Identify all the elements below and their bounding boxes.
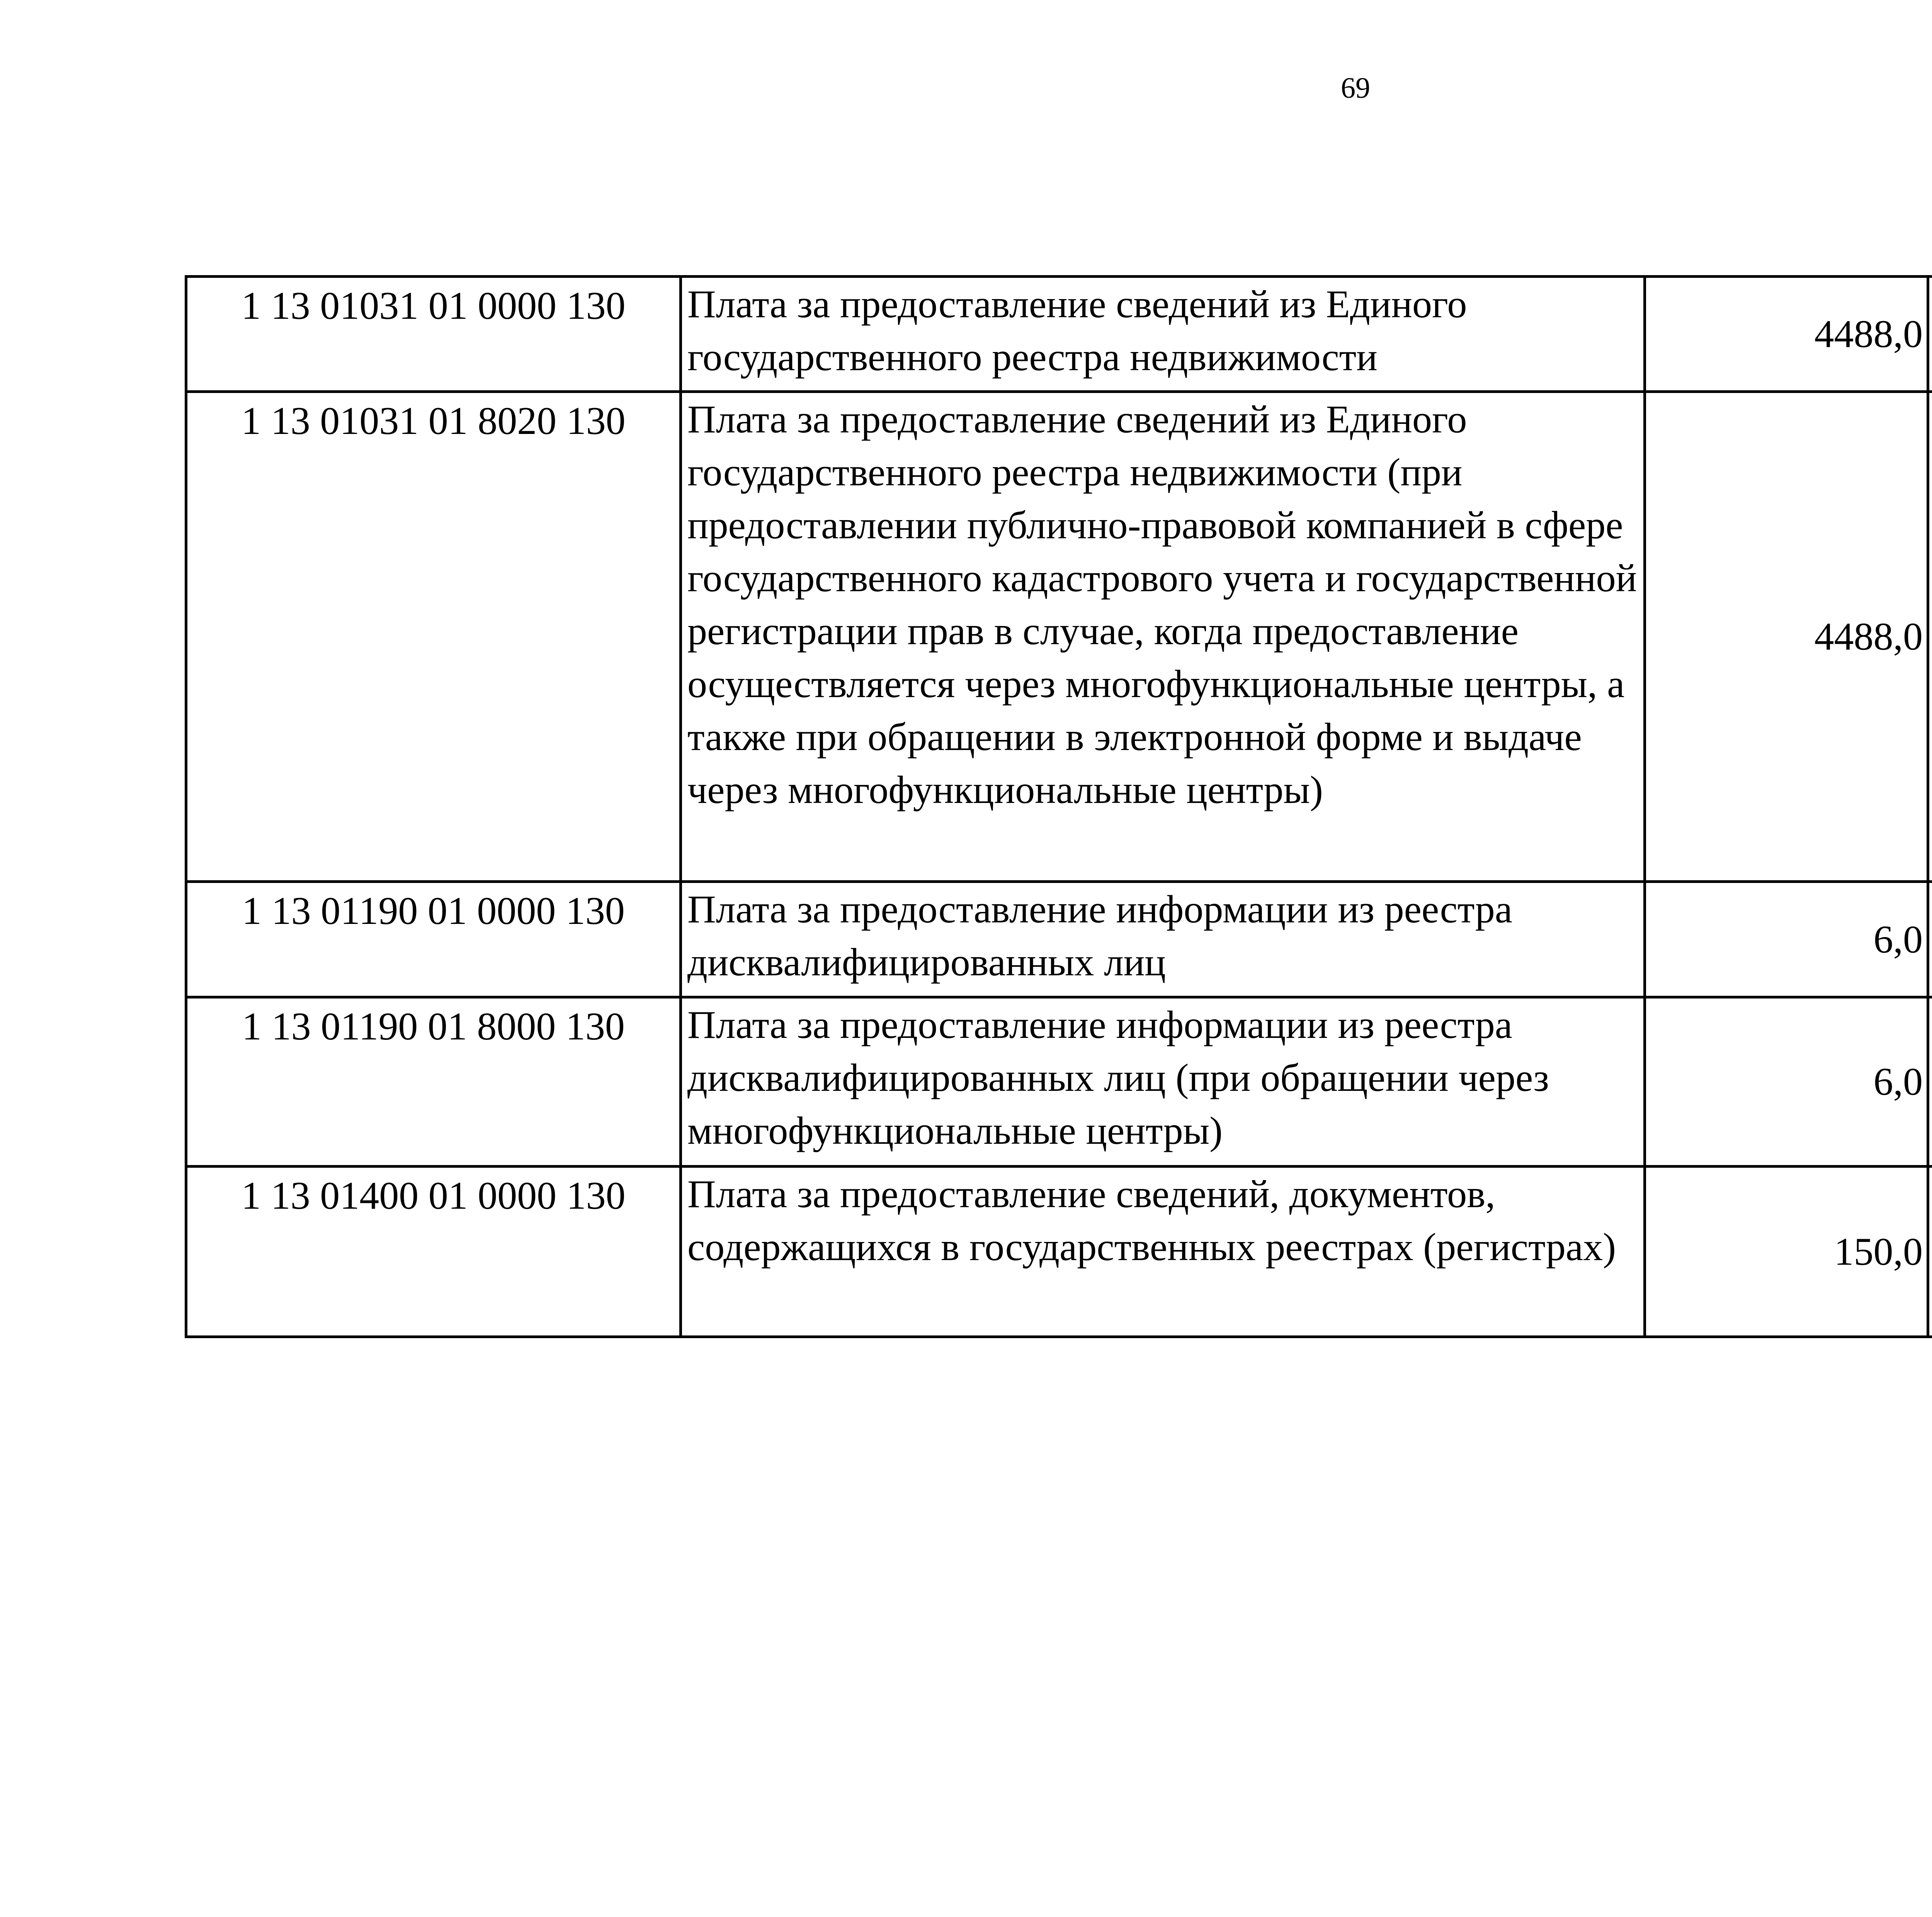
amount-cell-year2	[1928, 997, 1932, 1167]
table-row	[186, 882, 1932, 997]
amount-cell-year2	[1928, 882, 1932, 997]
budget-code-cell: 1 13 01190 01 8000 130	[186, 997, 681, 1167]
table-row	[186, 997, 1932, 1167]
budget-code-cell: 1 13 01031 01 0000 130	[186, 277, 681, 392]
budget-code-cell: 1 13 01190 01 0000 130	[186, 882, 681, 997]
amount-cell-year2	[1928, 1167, 1932, 1337]
amount-cell-year1: 4488,0	[1645, 392, 1928, 882]
amount-cell-year1: 4488,0	[1645, 277, 1928, 392]
table-row	[186, 277, 1932, 392]
income-name-cell: Плата за предоставление информации из реестра дисквалифицированных лиц (при обращении через многофункциональные центры)	[681, 997, 1645, 1167]
income-name-cell: Плата за предоставление сведений, документов, содержащихся в государственных реестрах (регистрах)	[681, 1167, 1645, 1337]
page-number: 69	[1341, 72, 1370, 104]
budget-code-cell: 1 13 01400 01 0000 130	[186, 1167, 681, 1337]
table-row	[186, 1167, 1932, 1337]
amount-cell-year2	[1928, 277, 1932, 392]
amount-cell-year1: 150,0	[1645, 1167, 1928, 1337]
budget-code-cell: 1 13 01031 01 8020 130	[186, 392, 681, 882]
income-name-cell: Плата за предоставление информации из реестра дисквалифицированных лиц	[681, 882, 1645, 997]
table-row	[186, 392, 1932, 882]
income-name-cell: Плата за предоставление сведений из Единого государственного реестра недвижимости (при предоставлении публично-правовой компанией в сфере государственного кадастрового учета и государственной регистрации прав в случае, когда предоставление осуществляется через многофункциональные центры, а также при обращении в электронной форме и выдаче через многофункциональные центры)	[681, 392, 1645, 882]
income-name-cell: Плата за предоставление сведений из Единого государственного реестра недвижимости	[681, 277, 1645, 392]
revenue-table	[185, 275, 1932, 1338]
amount-cell-year2	[1928, 392, 1932, 882]
amount-cell-year1: 6,0	[1645, 882, 1928, 997]
amount-cell-year1: 6,0	[1645, 997, 1928, 1167]
